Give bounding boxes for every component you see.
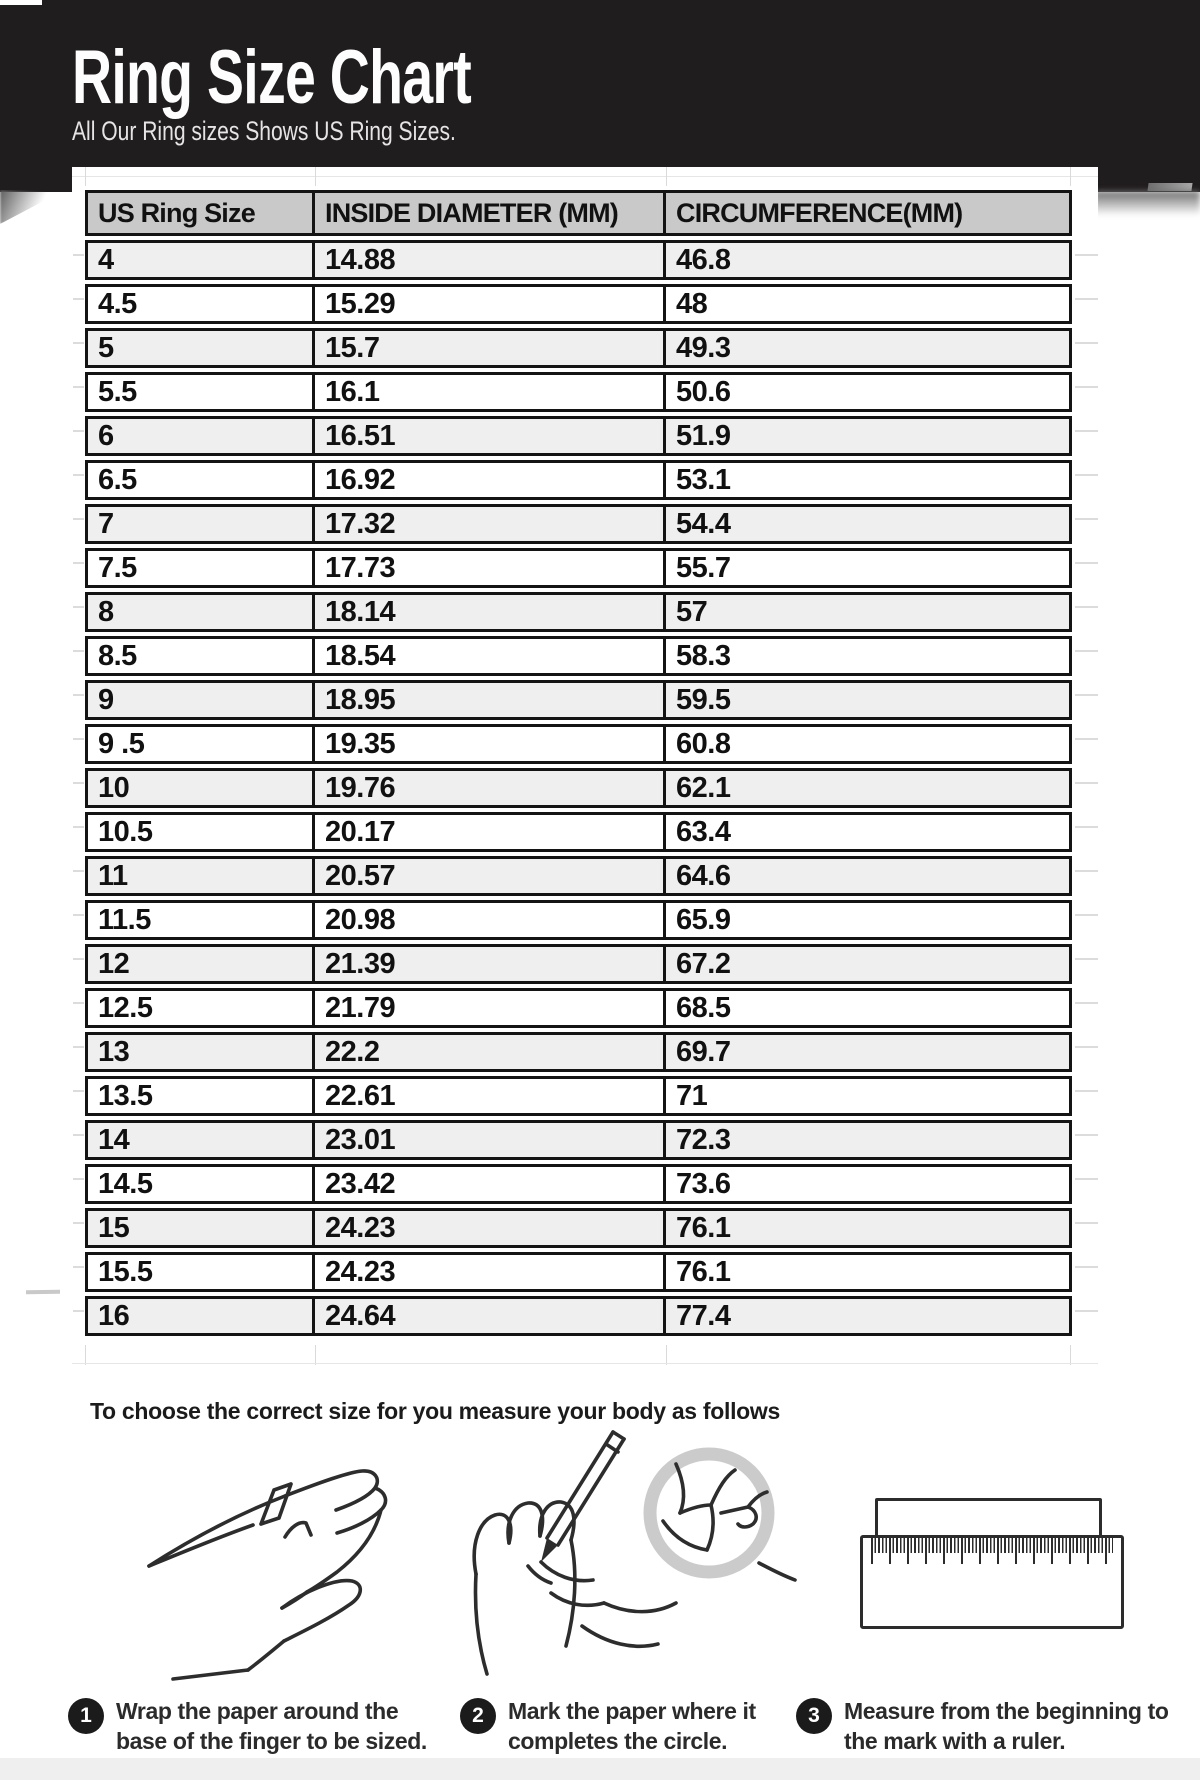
us-ring-size-cell: 11 [85,856,315,896]
table-row [85,856,1072,896]
us-ring-size-cell: 14 [85,1120,315,1160]
column-header-us-ring-size: US Ring Size [85,190,315,236]
inside-diameter-cell: 24.64 [315,1296,666,1336]
us-ring-size-cell: 5 [85,328,315,368]
circumference-cell: 46.8 [666,240,1072,280]
us-ring-size-cell: 6.5 [85,460,315,500]
circumference-cell: 63.4 [666,812,1072,852]
gridline [85,1345,86,1365]
us-ring-size-cell: 12 [85,944,315,984]
inside-diameter-cell: 16.92 [315,460,666,500]
circumference-cell: 72.3 [666,1120,1072,1160]
us-ring-size-cell: 6 [85,416,315,456]
table-row [85,1120,1072,1160]
circumference-cell: 76.1 [666,1252,1072,1292]
inside-diameter-cell: 19.35 [315,724,666,764]
us-ring-size-cell: 15 [85,1208,315,1248]
step-1-number-badge: 1 [68,1698,104,1734]
page-subtitle: All Our Ring sizes Shows US Ring Sizes. [72,116,456,146]
table-row [85,1164,1072,1204]
circumference-cell: 49.3 [666,328,1072,368]
pencil-marking-icon [462,1416,797,1686]
step-2 [460,1696,756,1757]
circumference-cell: 69.7 [666,1032,1072,1072]
table-row [85,1208,1072,1248]
inside-diameter-cell: 18.14 [315,592,666,632]
circumference-cell: 53.1 [666,460,1072,500]
hand-paper-icon [133,1440,413,1695]
torn-edge-notch [0,0,42,5]
hand-with-paper-strip-illustration [133,1440,413,1700]
us-ring-size-cell: 15.5 [85,1252,315,1292]
table-row [85,240,1072,280]
circumference-cell: 51.9 [666,416,1072,456]
table-row [85,416,1072,456]
table-row [85,900,1072,940]
paper-strip-and-ruler-illustration [858,1494,1140,1680]
circumference-cell: 54.4 [666,504,1072,544]
circumference-cell: 59.5 [666,680,1072,720]
gridline [72,1363,1098,1364]
step-2-line2: completes the circle. [508,1728,728,1755]
circumference-cell: 76.1 [666,1208,1072,1248]
gridline [85,167,86,186]
gridline [666,1345,667,1365]
table-row [85,680,1072,720]
page-title: Ring Size Chart [72,35,472,120]
gridline [315,167,316,186]
us-ring-size-cell: 10.5 [85,812,315,852]
inside-diameter-cell: 16.51 [315,416,666,456]
hands-marking-paper-with-pencil-illustration [462,1416,797,1691]
gridline [666,167,667,186]
inside-diameter-cell: 15.7 [315,328,666,368]
inside-diameter-cell: 20.17 [315,812,666,852]
step-1 [68,1696,427,1757]
us-ring-size-cell: 10 [85,768,315,808]
step-3-line2: the mark with a ruler. [844,1728,1066,1755]
us-ring-size-cell: 13.5 [85,1076,315,1116]
gridline [1070,1345,1071,1365]
inside-diameter-cell: 14.88 [315,240,666,280]
table-header [85,190,1072,236]
gridline-left-margin [73,213,84,1341]
us-ring-size-cell: 7.5 [85,548,315,588]
inside-diameter-cell: 17.32 [315,504,666,544]
circumference-cell: 48 [666,284,1072,324]
inside-diameter-cell: 21.79 [315,988,666,1028]
step-3 [796,1696,1168,1757]
banner-right-curl-shadow [1094,191,1200,221]
circumference-cell: 67.2 [666,944,1072,984]
inside-diameter-cell: 20.57 [315,856,666,896]
us-ring-size-cell: 13 [85,1032,315,1072]
us-ring-size-cell: 5.5 [85,372,315,412]
table-row [85,636,1072,676]
inside-diameter-cell: 24.23 [315,1252,666,1292]
step-2-number-badge: 2 [460,1698,496,1734]
gridline [1070,167,1071,186]
inside-diameter-cell: 15.29 [315,284,666,324]
table-row [85,284,1072,324]
circumference-cell: 55.7 [666,548,1072,588]
inside-diameter-cell: 19.76 [315,768,666,808]
inside-diameter-cell: 24.23 [315,1208,666,1248]
circumference-cell: 68.5 [666,988,1072,1028]
circumference-cell: 64.6 [666,856,1072,896]
page-artifact-dash [26,1290,60,1295]
table-row [85,988,1072,1028]
column-header-circumference: CIRCUMFERENCE(MM) [666,190,1072,236]
inside-diameter-cell: 18.54 [315,636,666,676]
table-row [85,1296,1072,1336]
step-1-text [116,1696,427,1757]
inside-diameter-cell: 16.1 [315,372,666,412]
banner-left-curl-shadow [0,190,62,224]
table-row [85,504,1072,544]
ruler-icon [860,1535,1124,1629]
circumference-cell: 71 [666,1076,1072,1116]
us-ring-size-cell: 16 [85,1296,315,1336]
inside-diameter-cell: 22.61 [315,1076,666,1116]
gridline [72,176,1098,177]
us-ring-size-cell: 8 [85,592,315,632]
table-row [85,1252,1072,1292]
ruler-major-ticks [871,1538,1113,1564]
inside-diameter-cell: 22.2 [315,1032,666,1072]
step-1-line2: base of the finger to be sized. [116,1728,427,1755]
table-row [85,768,1072,808]
inside-diameter-cell: 17.73 [315,548,666,588]
inside-diameter-cell: 20.98 [315,900,666,940]
circumference-cell: 73.6 [666,1164,1072,1204]
table-header-row [85,190,1072,236]
us-ring-size-cell: 7 [85,504,315,544]
circumference-cell: 57 [666,592,1072,632]
circumference-cell: 77.4 [666,1296,1072,1336]
inside-diameter-cell: 23.42 [315,1164,666,1204]
step-2-text [508,1696,756,1757]
table-row [85,812,1072,852]
step-2-line1: Mark the paper where it [508,1698,756,1724]
us-ring-size-cell: 14.5 [85,1164,315,1204]
bottom-bar [0,1758,1200,1780]
us-ring-size-cell: 4.5 [85,284,315,324]
step-1-line1: Wrap the paper around the [116,1698,399,1724]
us-ring-size-cell: 11.5 [85,900,315,940]
table-row [85,1076,1072,1116]
ring-size-table [85,186,1072,1340]
circumference-cell: 62.1 [666,768,1072,808]
circumference-cell: 60.8 [666,724,1072,764]
circumference-cell: 58.3 [666,636,1072,676]
banner [0,0,1200,192]
table-row [85,372,1072,412]
banner-edge-artifact [1147,183,1192,191]
us-ring-size-cell: 8.5 [85,636,315,676]
gridline [315,1345,316,1365]
inside-diameter-cell: 18.95 [315,680,666,720]
us-ring-size-cell: 9 .5 [85,724,315,764]
table-row [85,548,1072,588]
inside-diameter-cell: 23.01 [315,1120,666,1160]
us-ring-size-cell: 9 [85,680,315,720]
table-row [85,944,1072,984]
us-ring-size-cell: 12.5 [85,988,315,1028]
table-row [85,592,1072,632]
step-3-text [844,1696,1168,1757]
inside-diameter-cell: 21.39 [315,944,666,984]
table-row [85,724,1072,764]
circumference-cell: 50.6 [666,372,1072,412]
table-row [85,1032,1072,1072]
table-row [85,460,1072,500]
step-3-line1: Measure from the beginning to [844,1698,1169,1724]
table-row [85,328,1072,368]
table-body [85,240,1072,1336]
column-header-inside-diameter: INSIDE DIAMETER (MM) [315,190,666,236]
measure-instructions-caption: To choose the correct size for you measure your body as follows [90,1398,781,1424]
circumference-cell: 65.9 [666,900,1072,940]
us-ring-size-cell: 4 [85,240,315,280]
step-3-number-badge: 3 [796,1698,832,1734]
gridline-right-margin [1075,213,1098,1341]
